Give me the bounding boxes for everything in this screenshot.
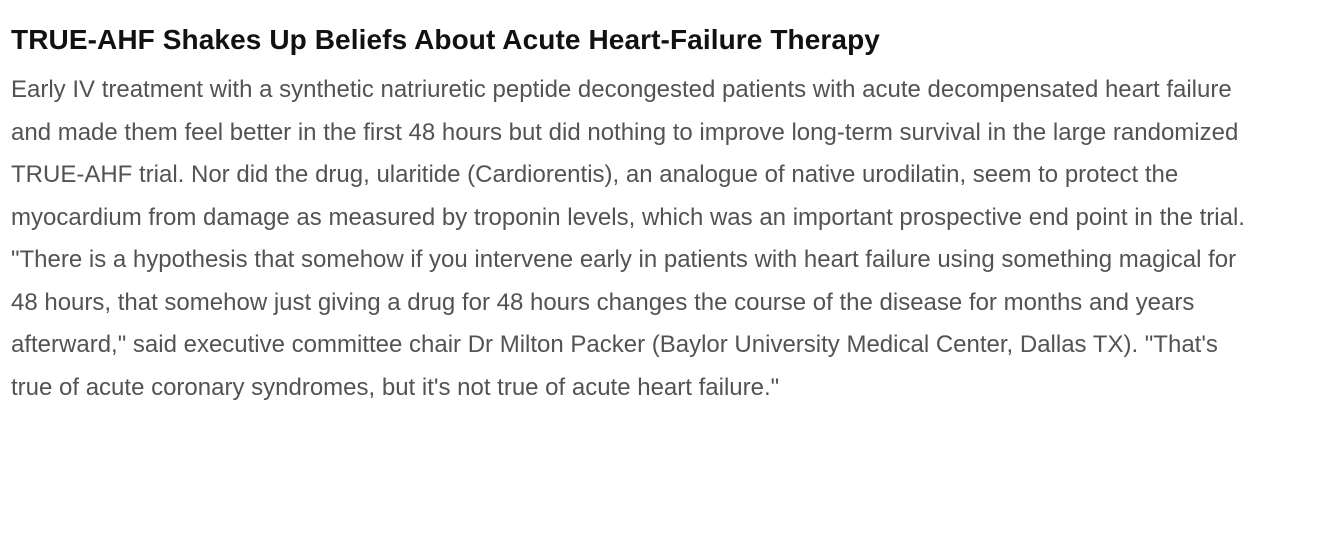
article-body: Early IV treatment with a synthetic natriuretic peptide decongested patients with acute decompensated heart failure and made them feel better in the first 48 hours but did nothing to improve long-term survival in the large randomized TRUE-AHF trial. Nor did the drug, ularitide (Cardiorentis), an analogue of native urodilatin, seem to protect the myocardium from damage as measured by troponin levels, which was an important prospective end point in the trial. "There is a hypothesis that somehow if you intervene early in patients with heart failure using something magical for 48 hours, that somehow just giving a drug for 48 hours changes the course of the disease for months and years afterward," said executive committee chair Dr Milton Packer (Baylor University Medical Center, Dallas TX). "That's true of acute coronary syndromes, but it's not true of acute heart failure." [11, 76, 1245, 401]
article-title: TRUE-AHF Shakes Up Beliefs About Acute Heart-Failure Therapy [11, 24, 880, 55]
